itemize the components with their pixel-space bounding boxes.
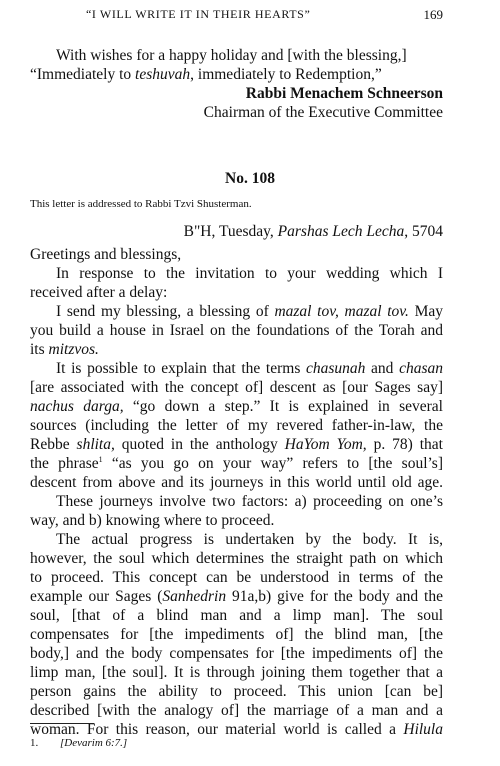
closing-block	[30, 46, 443, 122]
footnote-number: 1.	[30, 737, 39, 749]
paragraph-3: It is possible to explain that the terms chasunah and chasan [are associated with the concept of] descent as [our Sages say] nachus darga, “go down a step.” It is explained in several sources (including the letter of my revered father-in-law, the Rebbe shlita, quoted in the anthology HaYom Yom, p. 78) that the phrase$^1$ “as you go on your way” refers to [the soul’s] descent from above and its journeys in this world until old age.	[30, 360, 443, 491]
footnote-text: [Devarim 6:7.]	[60, 737, 128, 749]
running-head-title: “I WILL WRITE IT IN THEIR HEARTS”	[86, 7, 311, 21]
greeting: Greetings and blessings,	[30, 246, 182, 263]
footnote-divider	[30, 723, 94, 724]
paragraph-1: In response to the invitation to your wedding which I received after a delay:	[30, 265, 443, 301]
running-head	[0, 7, 500, 23]
paragraph-2: I send my blessing, a blessing of mazal tov, mazal tov. May you build a house in Israel on the foundations of the Torah and its mitzvos.	[30, 303, 443, 358]
letter-number-heading: No. 108	[225, 170, 275, 187]
letter-dateline: B"H, Tuesday, Parshas Lech Lecha, 5704	[183, 223, 443, 240]
letter-body	[30, 245, 443, 739]
paragraph-4: These journeys involve two factors: a) proceeding on one’s way, and b) knowing where to proceed.	[30, 493, 443, 529]
signer-name: Rabbi Menachem Schneerson	[245, 85, 443, 102]
signer-title: Chairman of the Executive Committee	[203, 104, 443, 121]
closing-line-2: “Immediately to teshuvah, immediately to Redemption,”	[30, 66, 382, 83]
letter-addressee-note: This letter is addressed to Rabbi Tzvi Shusterman.	[30, 198, 252, 210]
closing-line-1: With wishes for a happy holiday and [with the blessing,]	[56, 47, 407, 64]
footnote-ref: 1	[98, 454, 103, 464]
paragraph-5: The actual progress is undertaken by the body. It is, however, the soul which determines the straight path on which to proceed. This concept can be understood in terms of the example our Sages (Sanhedrin 91a,b) give for the body and the soul, [that of a blind man and a limp man]. The soul compensates for [the impediments of] the blind man, [the body,] and the body compensates for [the impediments of] the limp man, [the soul]. It is through joining them together that a person gains the ability to proceed. This union [can be] described [with the analogy of] the marriage of a man and a woman. For this reason, our material world is called a Hilula	[30, 531, 443, 738]
footnote	[30, 737, 127, 749]
page-number: 169	[423, 7, 443, 22]
